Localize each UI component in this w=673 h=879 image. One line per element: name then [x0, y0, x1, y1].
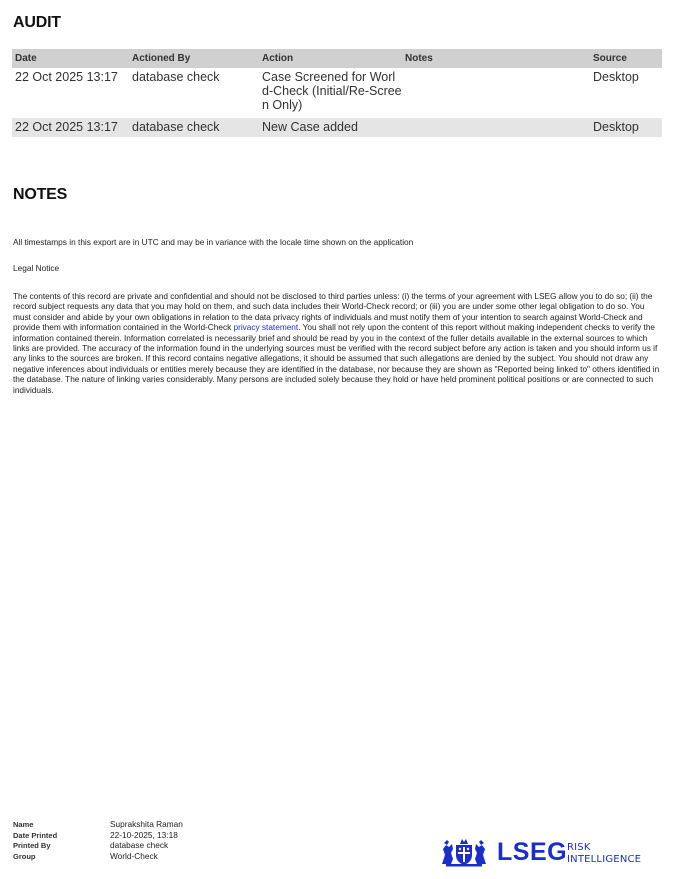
table-row — [12, 118, 662, 137]
footer-row-name — [13, 819, 183, 830]
legal-text-part: . You shall not rely upon the content of this report without making independent checks to verify the information contained therein. Information correlated is necessarily brief and should be read by you in the context of the fuller details available in the external sources to which links are provided. The accuracy of the information found in the underlying sources must be verified with the record subject before any action is taken and you should inform us if any links to the sources are broken. If this record contains negative allegations, it should be assumed that such allegations are denied by the subject. You should not draw any negative inferences about individuals or entities merely because they are identified in the database, nor because they are shown as "Reported being linked to" others identified in the database. The nature of linking varies considerably. Many persons are included solely because they hold or have held prominent political positions or are connected to such individuals. — [13, 322, 660, 395]
privacy-statement-link[interactable]: privacy statement — [233, 322, 299, 333]
group-label: Group — [13, 851, 36, 861]
audit-title: AUDIT — [13, 14, 61, 31]
name-label: Name — [13, 820, 34, 829]
cell-date: 22 Oct 2025 13:17 — [12, 118, 129, 137]
cell-source: Desktop — [590, 118, 662, 137]
cell-source: Desktop — [593, 70, 639, 84]
legal-notice-body — [13, 291, 661, 395]
lseg-wordmark: LSEG — [497, 838, 568, 866]
cell-action: New Case added — [259, 118, 402, 137]
lseg-crest-icon — [440, 837, 488, 867]
column-header-date: Date — [12, 49, 129, 68]
date-printed-value: 22-10-2025, 13:18 — [110, 829, 178, 840]
audit-header-row — [12, 49, 662, 68]
table-row — [12, 68, 662, 118]
timezone-note: All timestamps in this export are in UTC and may be in variance with the locale time shown on the application — [13, 237, 414, 247]
printed-by-value: database check — [110, 840, 169, 850]
printed-by-label: Printed By — [13, 841, 51, 850]
group-value: World-Check — [110, 850, 158, 861]
legal-notice-heading: Legal Notice — [13, 263, 60, 273]
footer-row-printed-by — [13, 840, 183, 851]
cell-actioned-by: database check — [132, 70, 220, 84]
cell-date: 22 Oct 2025 13:17 — [15, 70, 118, 84]
column-header-notes: Notes — [402, 49, 590, 68]
column-header-action: Action — [259, 49, 402, 68]
name-value: Suprakshita Raman — [110, 819, 183, 829]
column-header-source: Source — [590, 49, 662, 68]
cell-notes — [402, 68, 590, 118]
lseg-risk-intelligence-logo — [440, 835, 650, 869]
footer-row-group — [13, 851, 183, 862]
footer-row-date-printed — [13, 830, 183, 841]
column-header-actioned-by: Actioned By — [129, 49, 259, 68]
cell-actioned-by: database check — [129, 118, 259, 137]
cell-action: Case Screened for World-Check (Initial/Re-Screen Only) — [262, 70, 402, 112]
print-details — [13, 819, 183, 861]
date-printed-label: Date Printed — [13, 830, 58, 840]
risk-intelligence-tagline — [567, 842, 641, 865]
cell-notes — [402, 118, 590, 137]
legal-text-part: The contents of this record are private and confidential and should not be disclosed to third parties unless: (i) the terms of your agreement with LSEG allow you to do so; (ii) the record subject requests any data that you may hold on them, and such data includes their World-Check record; or (iii) you are under some other legal obligation to do so. You must consider and abide by your own obligations in relation to the data privacy rights of individuals and must notify them of your intention to search against World-Check and provide them with information contained in the World-Check — [13, 291, 653, 333]
tagline-line-2: INTELLIGENCE — [567, 853, 642, 865]
tagline-line-1: RISK — [567, 842, 591, 853]
notes-title: NOTES — [13, 186, 68, 203]
audit-table — [12, 49, 662, 137]
